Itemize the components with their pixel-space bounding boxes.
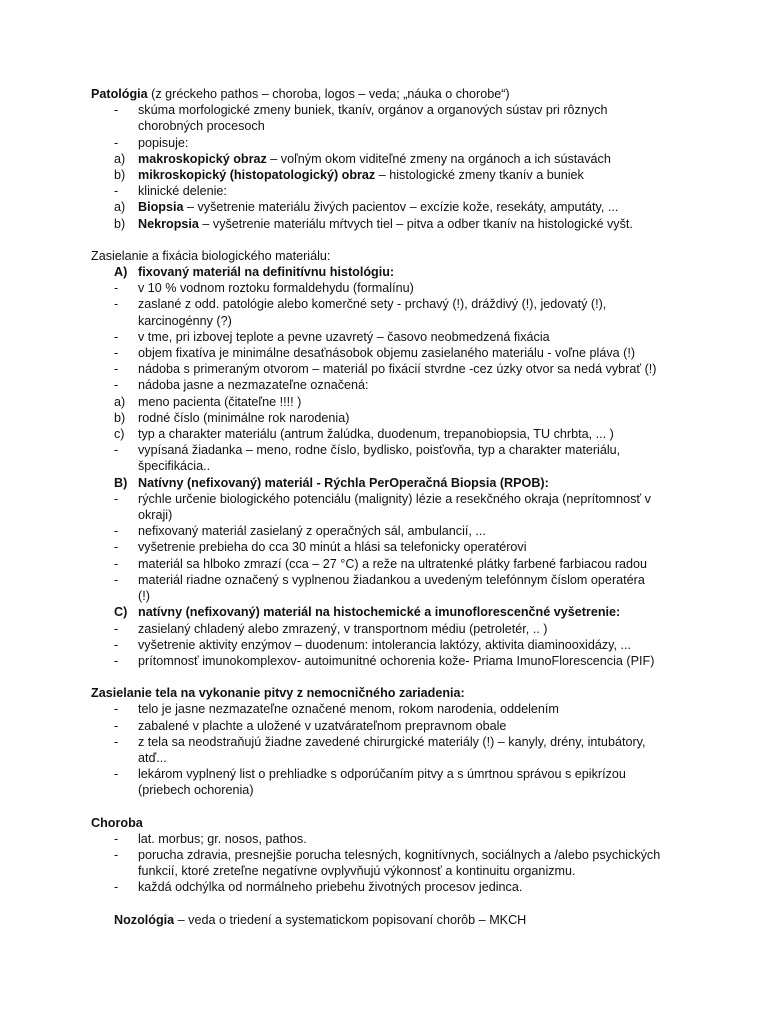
list-item (91, 345, 681, 361)
list-item: a) makroskopický obraz – voľným okom viditeľné zmeny na orgánoch a ich sústavách (114, 151, 611, 166)
list-item-text: meno pacienta (čitateľne !!!! ) (138, 394, 302, 409)
list-item-text: nefixovaný materiál zasielaný z operačných sál, ambulancií, ... (138, 524, 486, 539)
list-item: - klinické delenie: (114, 184, 227, 199)
subsection-a-title: A) fixovaný materiál na definitívnu histológiu: (114, 265, 395, 280)
list-item (91, 718, 681, 734)
list-item-cont (91, 782, 681, 798)
list-item (91, 831, 681, 847)
list-item (91, 280, 681, 296)
list-item-text: prítomnosť imunokomplexov- autoimunitné ochorenia kože- Priama ImunoFlorescencia (PIF) (138, 653, 655, 668)
section-heading-patologia: Patológia (z gréckeho pathos – choroba, logos – veda; „náuka o chorobe“) (91, 87, 510, 101)
list-item-cont (91, 863, 681, 879)
list-item-cont (91, 588, 681, 604)
list-item (91, 879, 681, 895)
list-marker: - (114, 540, 119, 555)
list-item-cont (91, 458, 681, 474)
list-item-text: rýchle určenie biologického potenciálu (malignity) lézie a resekčného okraja (neprítomnosť v (138, 491, 651, 506)
list-marker: - (114, 329, 119, 344)
list-marker: - (114, 346, 119, 361)
list-item-text: (priebech ochorenia) (138, 783, 254, 798)
list-item-text: nádoba s primeraným otvorom – materiál po fixácií stvrdne -cez úzky otvor sa nedá vybrať (!) (138, 362, 657, 377)
list-item (91, 766, 681, 782)
list-marker: c) (114, 427, 125, 442)
list-item-text: funkcií, ktoré zreteľne negatívne ovplyvňujú výkonnosť a kontinuitu organizmu. (138, 864, 576, 879)
section-heading-zasielanie: Zasielanie a fixácia biologického materiálu: (91, 248, 331, 263)
list-item-cont (91, 507, 681, 523)
list-item-text: rodné číslo (minimálne rok narodenia) (138, 410, 350, 425)
list-marker: - (114, 556, 119, 571)
list-item: a) Biopsia – vyšetrenie materiálu živých pacientov – excízie kože, resekáty, amputáty, ... (114, 200, 619, 215)
list-marker: - (114, 637, 119, 652)
list-item-text: objem fixatíva je minimálne desaťnásobok objemu zasielaného materiálu - voľne pláva (!) (138, 346, 636, 361)
list-item-text: zaslané z odd. patológie alebo komerčné sety - prchavý (!), dráždivý (!), jedovatý (!), (138, 297, 607, 312)
list-marker: - (114, 767, 119, 782)
list-item-text: materiál riadne označený s vyplnenou žiadankou a uvedeným telefónnym číslom operatéra (138, 572, 645, 587)
list-item-text: atď... (138, 750, 167, 765)
list-item (91, 701, 681, 717)
list-marker: - (114, 443, 119, 458)
list-item (91, 377, 681, 393)
list-item (91, 653, 681, 669)
list-item-text: (!) (138, 589, 150, 604)
list-marker: - (114, 572, 119, 587)
list-marker: - (114, 362, 119, 377)
list-item-cont (91, 750, 681, 766)
list-item (91, 426, 681, 442)
list-marker: - (114, 831, 119, 846)
subsection-a-list (91, 280, 681, 474)
list-item-cont: chorobných procesoch (138, 119, 265, 134)
pitva-list (91, 701, 681, 798)
list-item (91, 410, 681, 426)
list-item (91, 394, 681, 410)
list-marker: - (114, 734, 119, 749)
list-item (91, 734, 681, 750)
list-item-text: lat. morbus; gr. nosos, pathos. (138, 831, 307, 846)
list-item: - skúma morfologické zmeny buniek, tkanív, orgánov a organových sústav pri rôznych (114, 103, 608, 118)
list-item-text: zasielaný chladený alebo zmrazený, v transportnom médiu (petroletér, .. ) (138, 621, 548, 636)
list-marker: - (114, 847, 119, 862)
section-heading-choroba: Choroba (91, 815, 143, 830)
list-item (91, 491, 681, 507)
nozologia-definition: Nozológia – veda o triedení a systematickom popisovaní chorôb – MKCH (114, 912, 527, 927)
list-marker: - (114, 621, 119, 636)
list-marker: - (114, 718, 119, 733)
list-item (91, 637, 681, 653)
list-item-text: porucha zdravia, presnejšie porucha telesných, kognitívnych, sociálnych a /alebo psychických (138, 847, 661, 862)
list-item (91, 847, 681, 863)
list-item-text: v tme, pri izbovej teplote a pevne uzavretý – časovo neobmedzená fixácia (138, 329, 550, 344)
list-item: b) Nekropsia – vyšetrenie materiálu mŕtvych tiel – pitva a odber tkanív na histologické vyšt. (114, 216, 633, 231)
list-marker: - (114, 281, 119, 296)
list-marker: - (114, 524, 119, 539)
list-item-text: typ a charakter materiálu (antrum žalúdka, duodenum, trepanobiopsia, TU chrbta, ... ) (138, 427, 614, 442)
subsection-b-title: B) Natívny (nefixovaný) materiál - Rýchla PerOperačná Biopsia (RPOB): (114, 475, 549, 490)
list-marker: b) (114, 410, 126, 425)
subsection-c-list (91, 621, 681, 670)
list-item-text: zabalené v plachte a uložené v uzatvárateľnom prepravnom obale (138, 718, 507, 733)
list-item-text: lekárom vyplnený list o prehliadke s odporúčaním pitvy a s úmrtnou správou s epikrízou (138, 767, 626, 782)
list-marker: - (114, 297, 119, 312)
list-marker: - (114, 702, 119, 717)
list-marker: - (114, 378, 119, 393)
list-item-text: karcinogénny (?) (138, 313, 232, 328)
list-item (91, 621, 681, 637)
list-item-text: vypísaná žiadanka – meno, rodne číslo, bydlisko, poisťovňa, typ a charakter materiálu, (138, 443, 621, 458)
list-item: - popisuje: (114, 135, 189, 150)
list-item-text: z tela sa neodstraňujú žiadne zavedené chirurgické materiály (!) – kanyly, drény, intubátory, (138, 734, 646, 749)
list-item (91, 329, 681, 345)
list-item-text: materiál sa hlboko zmrazí (cca – 27 °C) a reže na ultratenké plátky farbené farbiacou radou (138, 556, 648, 571)
list-marker: - (114, 491, 119, 506)
list-marker: a) (114, 394, 126, 409)
list-item (91, 539, 681, 555)
subsection-b-list (91, 491, 681, 604)
list-item-text: špecifikácia.. (138, 459, 211, 474)
list-item-text: okraji) (138, 508, 173, 523)
list-item-text: vyšetrenie prebieha do cca 30 minút a hlási sa telefonicky operatérovi (138, 540, 527, 555)
choroba-list (91, 831, 681, 896)
document-page (91, 86, 681, 928)
list-item (91, 296, 681, 312)
list-item (91, 523, 681, 539)
list-item-text: v 10 % vodnom roztoku formaldehydu (formalínu) (138, 281, 414, 296)
list-item-text: vyšetrenie aktivity enzýmov – duodenum: intolerancia laktózy, aktivita diaminooxidázy, ... (138, 637, 632, 652)
subsection-c-title: C) natívny (nefixovaný) materiál na histochemické a imunoflorescenčné vyšetrenie: (114, 605, 621, 620)
list-item-text: každá odchýlka od normálneho priebehu životných procesov jedinca. (138, 880, 523, 895)
list-item: b) mikroskopický (histopatologický) obraz – histologické zmeny tkanív a buniek (114, 168, 584, 183)
list-marker: - (114, 653, 119, 668)
list-item-text: telo je jasne nezmazateľne označené menom, rokom narodenia, oddelením (138, 702, 559, 717)
list-marker: - (114, 880, 119, 895)
list-item (91, 556, 681, 572)
list-item (91, 442, 681, 458)
list-item (91, 361, 681, 377)
section-heading-pitva: Zasielanie tela na vykonanie pitvy z nemocničného zariadenia: (91, 686, 465, 701)
list-item-cont (91, 313, 681, 329)
list-item (91, 572, 681, 588)
list-item-text: nádoba jasne a nezmazateľne označená: (138, 378, 369, 393)
